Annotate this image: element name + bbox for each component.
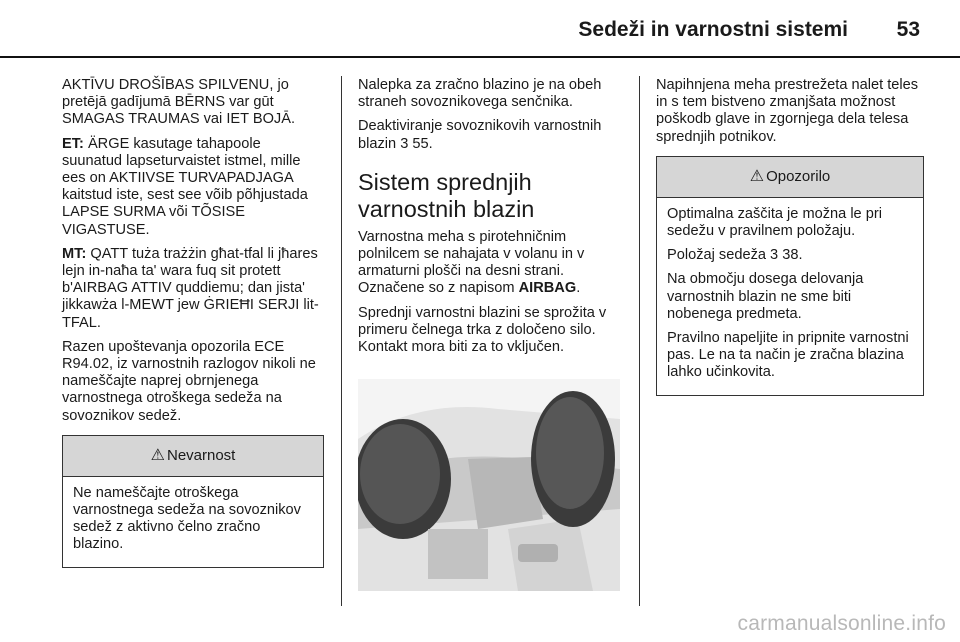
- airbag-location-end: .: [576, 280, 581, 297]
- page-number: 53: [896, 18, 920, 41]
- airbag-location-body: Varnostna meha s pirotehničnim polnilcem se nahajata v volanu in v armaturni plošči na desni strani. Označene so z napisom: [358, 228, 585, 297]
- warning-box-header: [657, 157, 923, 198]
- airbag-trigger-text: Sprednji varnostni blazini se sprožita v primeru čelnega trka z določeno silo. Kontakt mora biti za to vključen.: [358, 304, 607, 356]
- mt-label: MT:: [62, 245, 87, 262]
- warning-triangle-icon: ⚠: [749, 168, 765, 186]
- seat-position-page-ref[interactable]: 38.: [782, 247, 803, 264]
- estonian-warning: [62, 136, 324, 239]
- regulation-note: Razen upoštevanja opozorila ECE R94.02, iz varnostnih razlogov nikoli ne nameščajte naprej obrnjenega varnostnega otroškega sedeža na sovoznikov sedež.: [62, 338, 316, 424]
- page-header: [0, 0, 960, 54]
- airbag-effect-text: Napihnjena meha prestrežeta nalet teles in s tem bistveno zmanjšata možnost poškodb glave in zgornjega dela telesa sprednjih potnikov.: [656, 77, 919, 145]
- danger-box-title: Nevarnost: [166, 447, 236, 465]
- column-1: [62, 77, 324, 568]
- warning-box-body: [657, 198, 923, 395]
- et-label: ET:: [62, 135, 84, 152]
- airbag-label: AIRBAG: [518, 280, 577, 297]
- section-title: Sedeži in varnostni sistemi: [578, 18, 848, 41]
- warning-box: [656, 156, 924, 396]
- warning-triangle-icon: ⚠: [150, 447, 165, 465]
- column-3: [656, 77, 924, 396]
- mt-text: QATT tuża trażżin għat-tfal li jħares lejn in-naħa ta' wara fuq sit protett b'AIRBAG ATTIV quddiemu; dan jista' jikkawża l-MEWT jew ĠRIEĦI SERJI lit-TFAL.: [62, 245, 319, 331]
- airbag-deployment-illustration: [358, 379, 620, 591]
- deactivation-text: Deaktiviranje sovoznikovih varnostnih blazin: [358, 118, 602, 152]
- danger-box-text: Ne nameščajte otroškega varnostnega sedeža na sovoznikov sedež z aktivno čelno zračno blazino.: [73, 484, 301, 553]
- warning-p1: Optimalna zaščita je možna le pri sedežu v pravilnem položaju.: [667, 205, 882, 240]
- header-divider: [0, 56, 960, 58]
- seat-position-text: Položaj sedeža: [667, 247, 771, 264]
- deactivation-reference: [358, 118, 628, 152]
- column-divider-2: [639, 76, 640, 606]
- et-text: ÄRGE kasutage tahapoole suunatud lapseturvaistet istmel, mille ees on AKTIIVSE TURVAPADJAGA kaitstud iste, sest see võib põhjustada LAPSE SURMA või TÕSISE VIGASTUSE.: [62, 135, 308, 238]
- column-2: [358, 77, 628, 596]
- warning-p4: Pravilno napeljite in pripnite varnostni pas. Le na ta način je zračna blazina lahko učinkovita.: [667, 330, 909, 381]
- column-divider-1: [341, 76, 342, 606]
- label-location-text: Nalepka za zračno blazino je na obeh straneh sovoznikovega senčnika.: [358, 77, 602, 111]
- maltese-warning: [62, 246, 324, 332]
- airbag-location-text: [358, 229, 628, 298]
- danger-box-body: [63, 477, 323, 567]
- warning-p2: [667, 247, 913, 264]
- deactivation-page-ref[interactable]: 55.: [412, 135, 433, 152]
- danger-box-header: [63, 436, 323, 477]
- latvian-warning: AKTĪVU DROŠĪBAS SPILVENU, jo pretējā gadījumā BĒRNS var gūt SMAGAS TRAUMAS vai IET BOJĀ.: [62, 77, 296, 128]
- watermark: carmanualsonline.info: [737, 612, 946, 635]
- warning-box-title: Opozorilo: [766, 168, 831, 186]
- reference-arrow-icon: 3: [400, 135, 409, 152]
- reference-arrow-icon: 3: [770, 247, 779, 264]
- danger-box: [62, 435, 324, 568]
- warning-p3: Na območju dosega delovanja varnostnih blazin ne sme biti nobenega predmeta.: [667, 271, 864, 322]
- section-heading: Sistem sprednjih varnostnih blazin: [358, 168, 535, 222]
